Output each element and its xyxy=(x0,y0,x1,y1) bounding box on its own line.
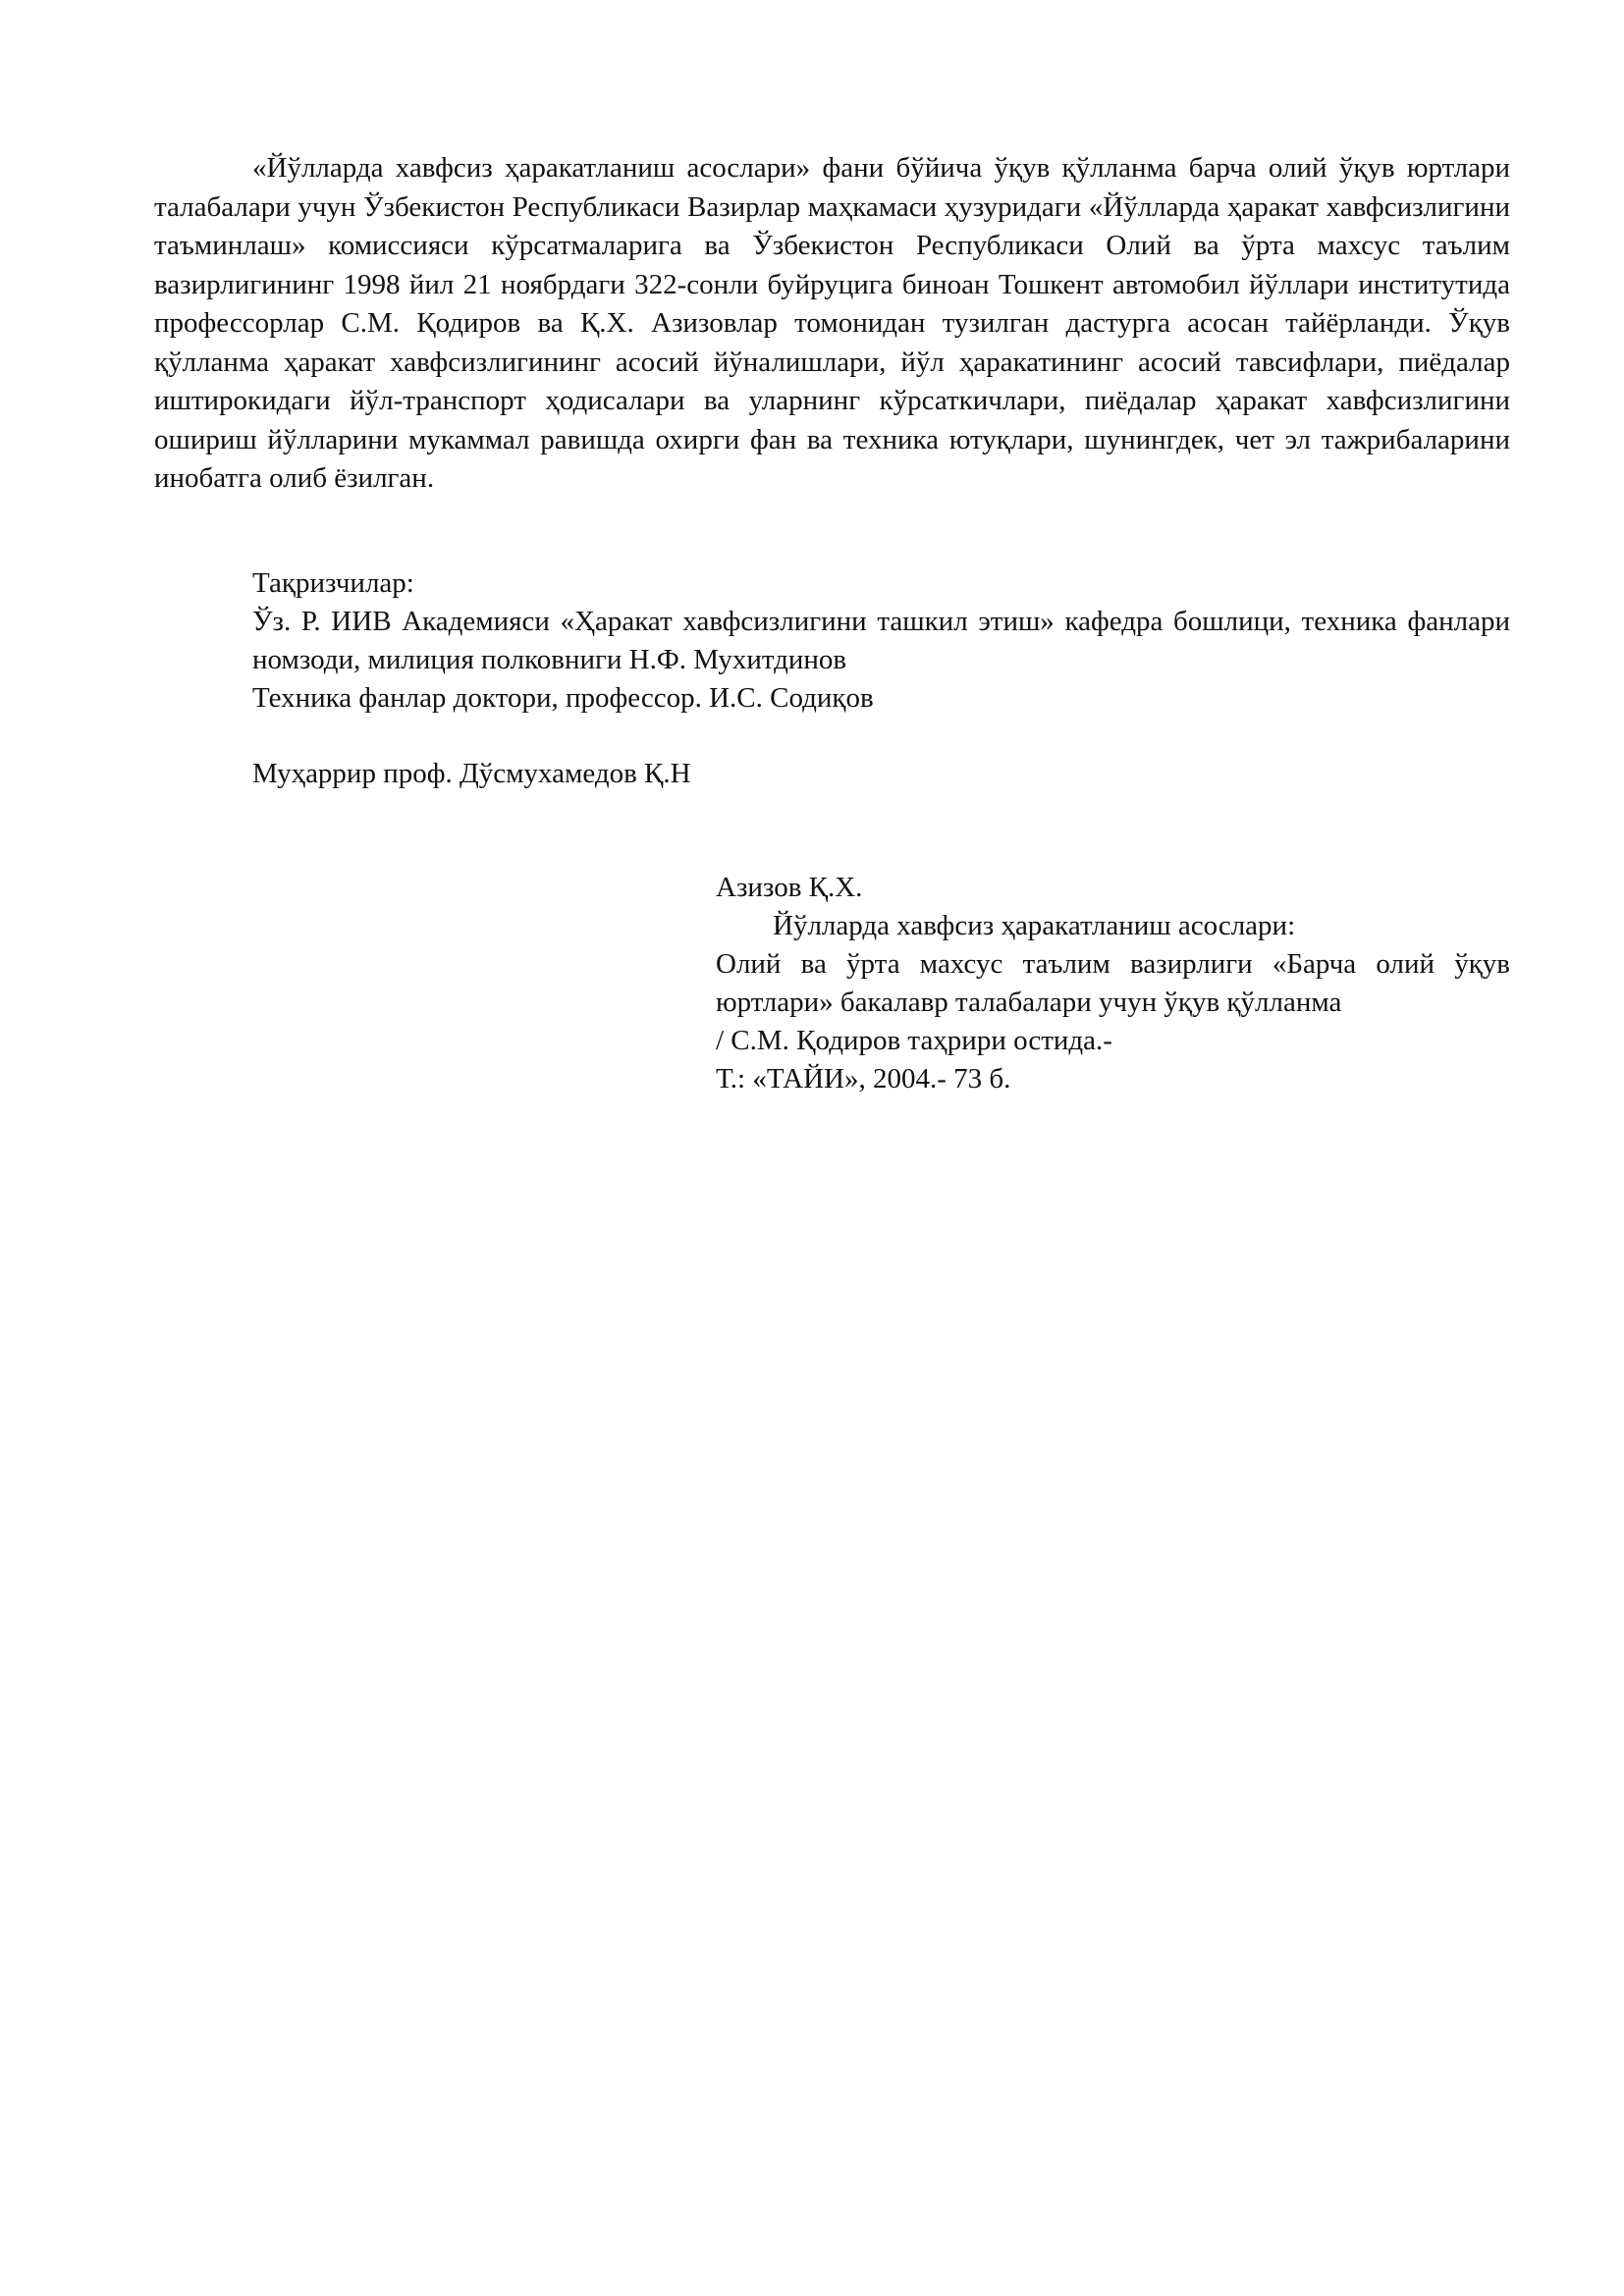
reviewer-2: Техника фанлар доктори, профессор. И.С. Содиқов xyxy=(252,682,874,714)
biblio-title: Йўлларда хавфсиз ҳаракатланиш асослари: xyxy=(773,910,1296,941)
intro-paragraph: «Йўлларда хавфсиз ҳаракатланиш асослари» фани бўйича ўқув қўлланма барча олий ўқув юртлари талабалари учун Ўзбекистон Республикаси Вазирлар маҳкамаси ҳузуридаги «Йўлларда ҳаракат хавфсизлигини таъминлаш» комиссияси кўрсатмаларига ва Ўзбекистон Республикаси Олий ва ўрта махсус таълим вазирлигининг 1998 йил 21 ноябрдаги 322-сонли буйруцига биноан Тошкент автомобил йўллари институтида профессорлар С.М. Қодиров ва Қ.Х. Азизовлар томонидан тузилган дастурга асосан тайёрланди. Ўқув қўлланма ҳаракат хавфсизлигининг асосий йўналишлари, йўл ҳаракатининг асосий тавсифлари, пиёдалар иштирокидаги йўл-транспорт ҳодисалари ва уларнинг кўрсаткичлари, пиёдалар ҳаракат хавфсизлигини ошириш йўлларини мукаммал равишда охирги фан ва техника ютуқлари, шунингдек, чет эл тажрибаларини инобатга олиб ёзилган. xyxy=(154,152,1510,494)
editor-line: Муҳаррир проф. Дўсмухамедов Қ.Н xyxy=(252,758,691,789)
biblio-editor: / С.М. Қодиров таҳрири остида.- xyxy=(716,1025,1112,1056)
reviewers-heading: Тақризчилар: xyxy=(252,567,414,599)
reviewers-block xyxy=(252,564,1510,718)
bibliographic-record xyxy=(716,869,1510,1098)
biblio-author: Азизов Қ.Х. xyxy=(716,872,863,903)
biblio-imprint: Т.: «ТАЙИ», 2004.- 73 б. xyxy=(716,1063,1011,1095)
reviewer-1: Ўз. Р. ИИВ Академияси «Ҳаракат хавфсизлигини ташкил этиш» кафедра бошлици, техника фанлари номзоди, милиция полковниги Н.Ф. Мухитдинов xyxy=(252,606,1510,675)
biblio-description: Олий ва ўрта махсус таълим вазирлиги «Барча олий ўқув юртлари» бакалавр талабалари учун ўқув қўлланма xyxy=(716,948,1510,1018)
